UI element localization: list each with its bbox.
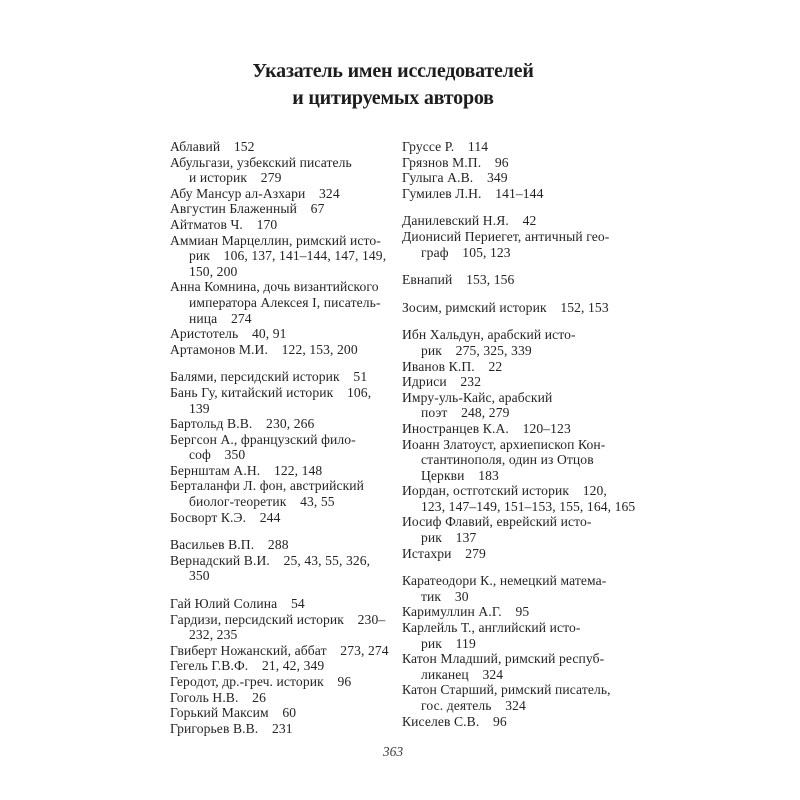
entry-line-continuation: и историк 279 <box>189 170 282 186</box>
entry-line: Идриси 232 <box>402 374 482 390</box>
entry-line: Иностранцев К.А. 120–123 <box>402 420 571 436</box>
entry-line: Имру-уль-Кайс, арабский <box>402 389 553 405</box>
index-entry <box>402 651 674 682</box>
index-entry <box>402 327 674 358</box>
index-entry <box>170 596 402 612</box>
index-entry <box>402 714 674 730</box>
letter-group-Б <box>170 369 402 525</box>
entry-line: Катон Старший, римский писатель, <box>402 682 611 698</box>
entry-line: Берталанфи Л. фон, австрийский <box>170 478 365 494</box>
entry-line: Гоголь Н.В. 26 <box>170 689 266 705</box>
letter-group-Г <box>170 596 402 736</box>
entry-line-continuation: рик 275, 325, 339 <box>421 342 532 358</box>
entry-line: Бартольд В.В. 230, 266 <box>170 416 315 432</box>
letter-group-Д <box>402 213 674 260</box>
entry-line: Иоанн Златоуст, архиепископ Кон- <box>402 436 606 452</box>
entry-line-continuation: 123, 147–149, 151–153, 155, 164, 165 <box>421 498 636 514</box>
entry-line: Вернадский В.И. 25, 43, 55, 326, <box>170 552 371 568</box>
index-entry <box>170 139 402 155</box>
entry-line: Артамонов М.И. 122, 153, 200 <box>170 341 358 357</box>
entry-line-continuation: ликанец 324 <box>421 666 504 682</box>
entry-line: Дионисий Периегет, античный гео- <box>402 228 610 244</box>
index-entry <box>170 705 402 721</box>
index-entry <box>170 721 402 737</box>
entry-line: Истахри 279 <box>402 545 486 561</box>
entry-line: Катон Младший, римский респуб- <box>402 651 605 667</box>
entry-line-continuation: Церкви 183 <box>421 467 499 483</box>
index-entry <box>402 229 674 260</box>
index-entry <box>170 416 402 432</box>
entry-line: Грязнов М.П. 96 <box>402 154 509 170</box>
entry-line: Бернштам А.Н. 122, 148 <box>170 462 323 478</box>
index-entry <box>170 233 402 280</box>
index-entry <box>402 483 674 514</box>
entry-line-continuation: рик 106, 137, 141–144, 147, 149, <box>189 248 387 264</box>
index-entry <box>402 139 674 155</box>
index-entry <box>402 620 674 651</box>
entry-line: Карлейль Т., английский исто- <box>402 620 581 636</box>
entry-line: Каримуллин А.Г. 95 <box>402 604 530 620</box>
index-entry <box>402 374 674 390</box>
entry-line: Абу Мансур ал-Азхари 324 <box>170 185 340 201</box>
entry-line-continuation: 139 <box>189 400 210 416</box>
index-entry <box>402 437 674 484</box>
entry-line: Августин Блаженный 67 <box>170 201 325 217</box>
index-entry <box>402 390 674 421</box>
index-entry <box>170 553 402 584</box>
index-entry <box>402 359 674 375</box>
letter-group-И <box>402 327 674 561</box>
entry-line: Гегель Г.В.Ф. 21, 42, 349 <box>170 658 325 674</box>
index-entry <box>170 279 402 326</box>
index-entry <box>402 213 674 229</box>
entry-line: Гумилев Л.Н. 141–144 <box>402 185 544 201</box>
index-entry <box>402 682 674 713</box>
index-entry <box>170 674 402 690</box>
index-entry <box>402 300 674 316</box>
page-title-line-1: Указатель имен исследователей <box>252 60 534 82</box>
index-entry <box>402 155 674 171</box>
entry-line-continuation: рик 137 <box>421 530 477 546</box>
page-title <box>0 0 786 112</box>
index-column-right <box>402 139 674 736</box>
entry-line: Григорьев В.В. 231 <box>170 720 293 736</box>
index-entry <box>170 463 402 479</box>
index-entry <box>402 514 674 545</box>
index-entry <box>402 186 674 202</box>
index-entry <box>402 604 674 620</box>
entry-line-continuation: 232, 235 <box>189 627 238 643</box>
index-columns <box>170 139 800 736</box>
entry-line-continuation: граф 105, 123 <box>421 244 511 260</box>
index-entry <box>402 573 674 604</box>
entry-line-continuation: рик 119 <box>421 635 476 651</box>
index-entry <box>170 612 402 643</box>
entry-line-continuation: гос. деятель 324 <box>421 698 526 713</box>
entry-line: Горький Максим 60 <box>170 705 297 721</box>
entry-line: Гулыга А.В. 349 <box>402 170 508 186</box>
entry-line-continuation: биолог-теоретик 43, 55 <box>189 494 335 510</box>
entry-line-continuation: соф 350 <box>189 447 246 463</box>
entry-line: Гвиберт Ножанский, аббат 273, 274 <box>170 642 389 658</box>
entry-line-continuation: тик 30 <box>421 588 469 604</box>
entry-line: Каратеодори К., немецкий матема- <box>402 573 607 589</box>
index-entry <box>170 643 402 659</box>
entry-line: Иордан, остготский историк 120, <box>402 483 607 499</box>
index-entry <box>402 546 674 562</box>
entry-line: Айтматов Ч. 170 <box>170 216 278 232</box>
entry-line: Киселев С.В. 96 <box>402 713 507 729</box>
entry-line: Бергсон А., французский фило- <box>170 431 356 447</box>
index-entry <box>170 326 402 342</box>
entry-line: Груссе Р. 114 <box>402 139 489 154</box>
index-entry <box>170 385 402 416</box>
entry-line: Анна Комнина, дочь византийского <box>170 279 379 295</box>
entry-line: Абульгази, узбекский писатель <box>170 154 352 170</box>
entry-line: Васильев В.П. 288 <box>170 537 289 553</box>
entry-line: Балями, персидский историк 51 <box>170 369 368 385</box>
entry-line: Данилевский Н.Я. 42 <box>402 213 537 229</box>
entry-line: Иосиф Флавий, еврейский исто- <box>402 514 592 530</box>
page-number: 363 <box>382 744 404 759</box>
index-entry <box>170 690 402 706</box>
entry-line: Геродот, др.-греч. историк 96 <box>170 674 352 689</box>
page-title-line-2: и цитируемых авторов <box>292 87 494 109</box>
index-column-left <box>170 139 402 736</box>
entry-line: Ибн Хальдун, арабский исто- <box>402 327 576 343</box>
entry-line-continuation: ница 274 <box>189 310 252 326</box>
letter-group-Е <box>402 272 674 288</box>
letter-group-Г <box>402 139 674 201</box>
index-entry <box>170 186 402 202</box>
letter-group-З <box>402 300 674 316</box>
entry-line-continuation: 150, 200 <box>189 263 238 279</box>
entry-line-continuation: стантинополя, один из Отцов <box>421 452 594 468</box>
index-entry <box>402 272 674 288</box>
letter-group-К <box>402 573 674 729</box>
entry-line: Аблавий 152 <box>170 139 255 154</box>
index-entry <box>170 155 402 186</box>
index-entry <box>170 537 402 553</box>
index-entry <box>170 201 402 217</box>
entry-line: Зосим, римский историк 152, 153 <box>402 299 609 315</box>
index-entry <box>170 369 402 385</box>
entry-line: Евнапий 153, 156 <box>402 272 515 288</box>
index-entry <box>170 432 402 463</box>
entry-line: Босворт К.Э. 244 <box>170 509 281 525</box>
letter-group-А <box>170 139 402 357</box>
letter-group-В <box>170 537 402 584</box>
index-entry <box>402 170 674 186</box>
entry-line-continuation: поэт 248, 279 <box>421 405 510 421</box>
index-entry <box>170 658 402 674</box>
entry-line: Бань Гу, китайский историк 106, <box>170 384 372 400</box>
entry-line: Иванов К.П. 22 <box>402 358 503 374</box>
index-entry <box>170 342 402 358</box>
entry-line: Гардизи, персидский историк 230– <box>170 611 386 627</box>
entry-line: Гай Юлий Солина 54 <box>170 596 305 612</box>
entry-line-continuation: 350 <box>189 568 210 584</box>
index-entry <box>170 478 402 509</box>
index-entry <box>170 510 402 526</box>
entry-line: Аристотель 40, 91 <box>170 326 287 342</box>
entry-line-continuation: императора Алексея I, писатель- <box>189 294 381 310</box>
index-entry <box>402 421 674 437</box>
entry-line: Аммиан Марцеллин, римский исто- <box>170 232 381 248</box>
index-entry <box>170 217 402 233</box>
